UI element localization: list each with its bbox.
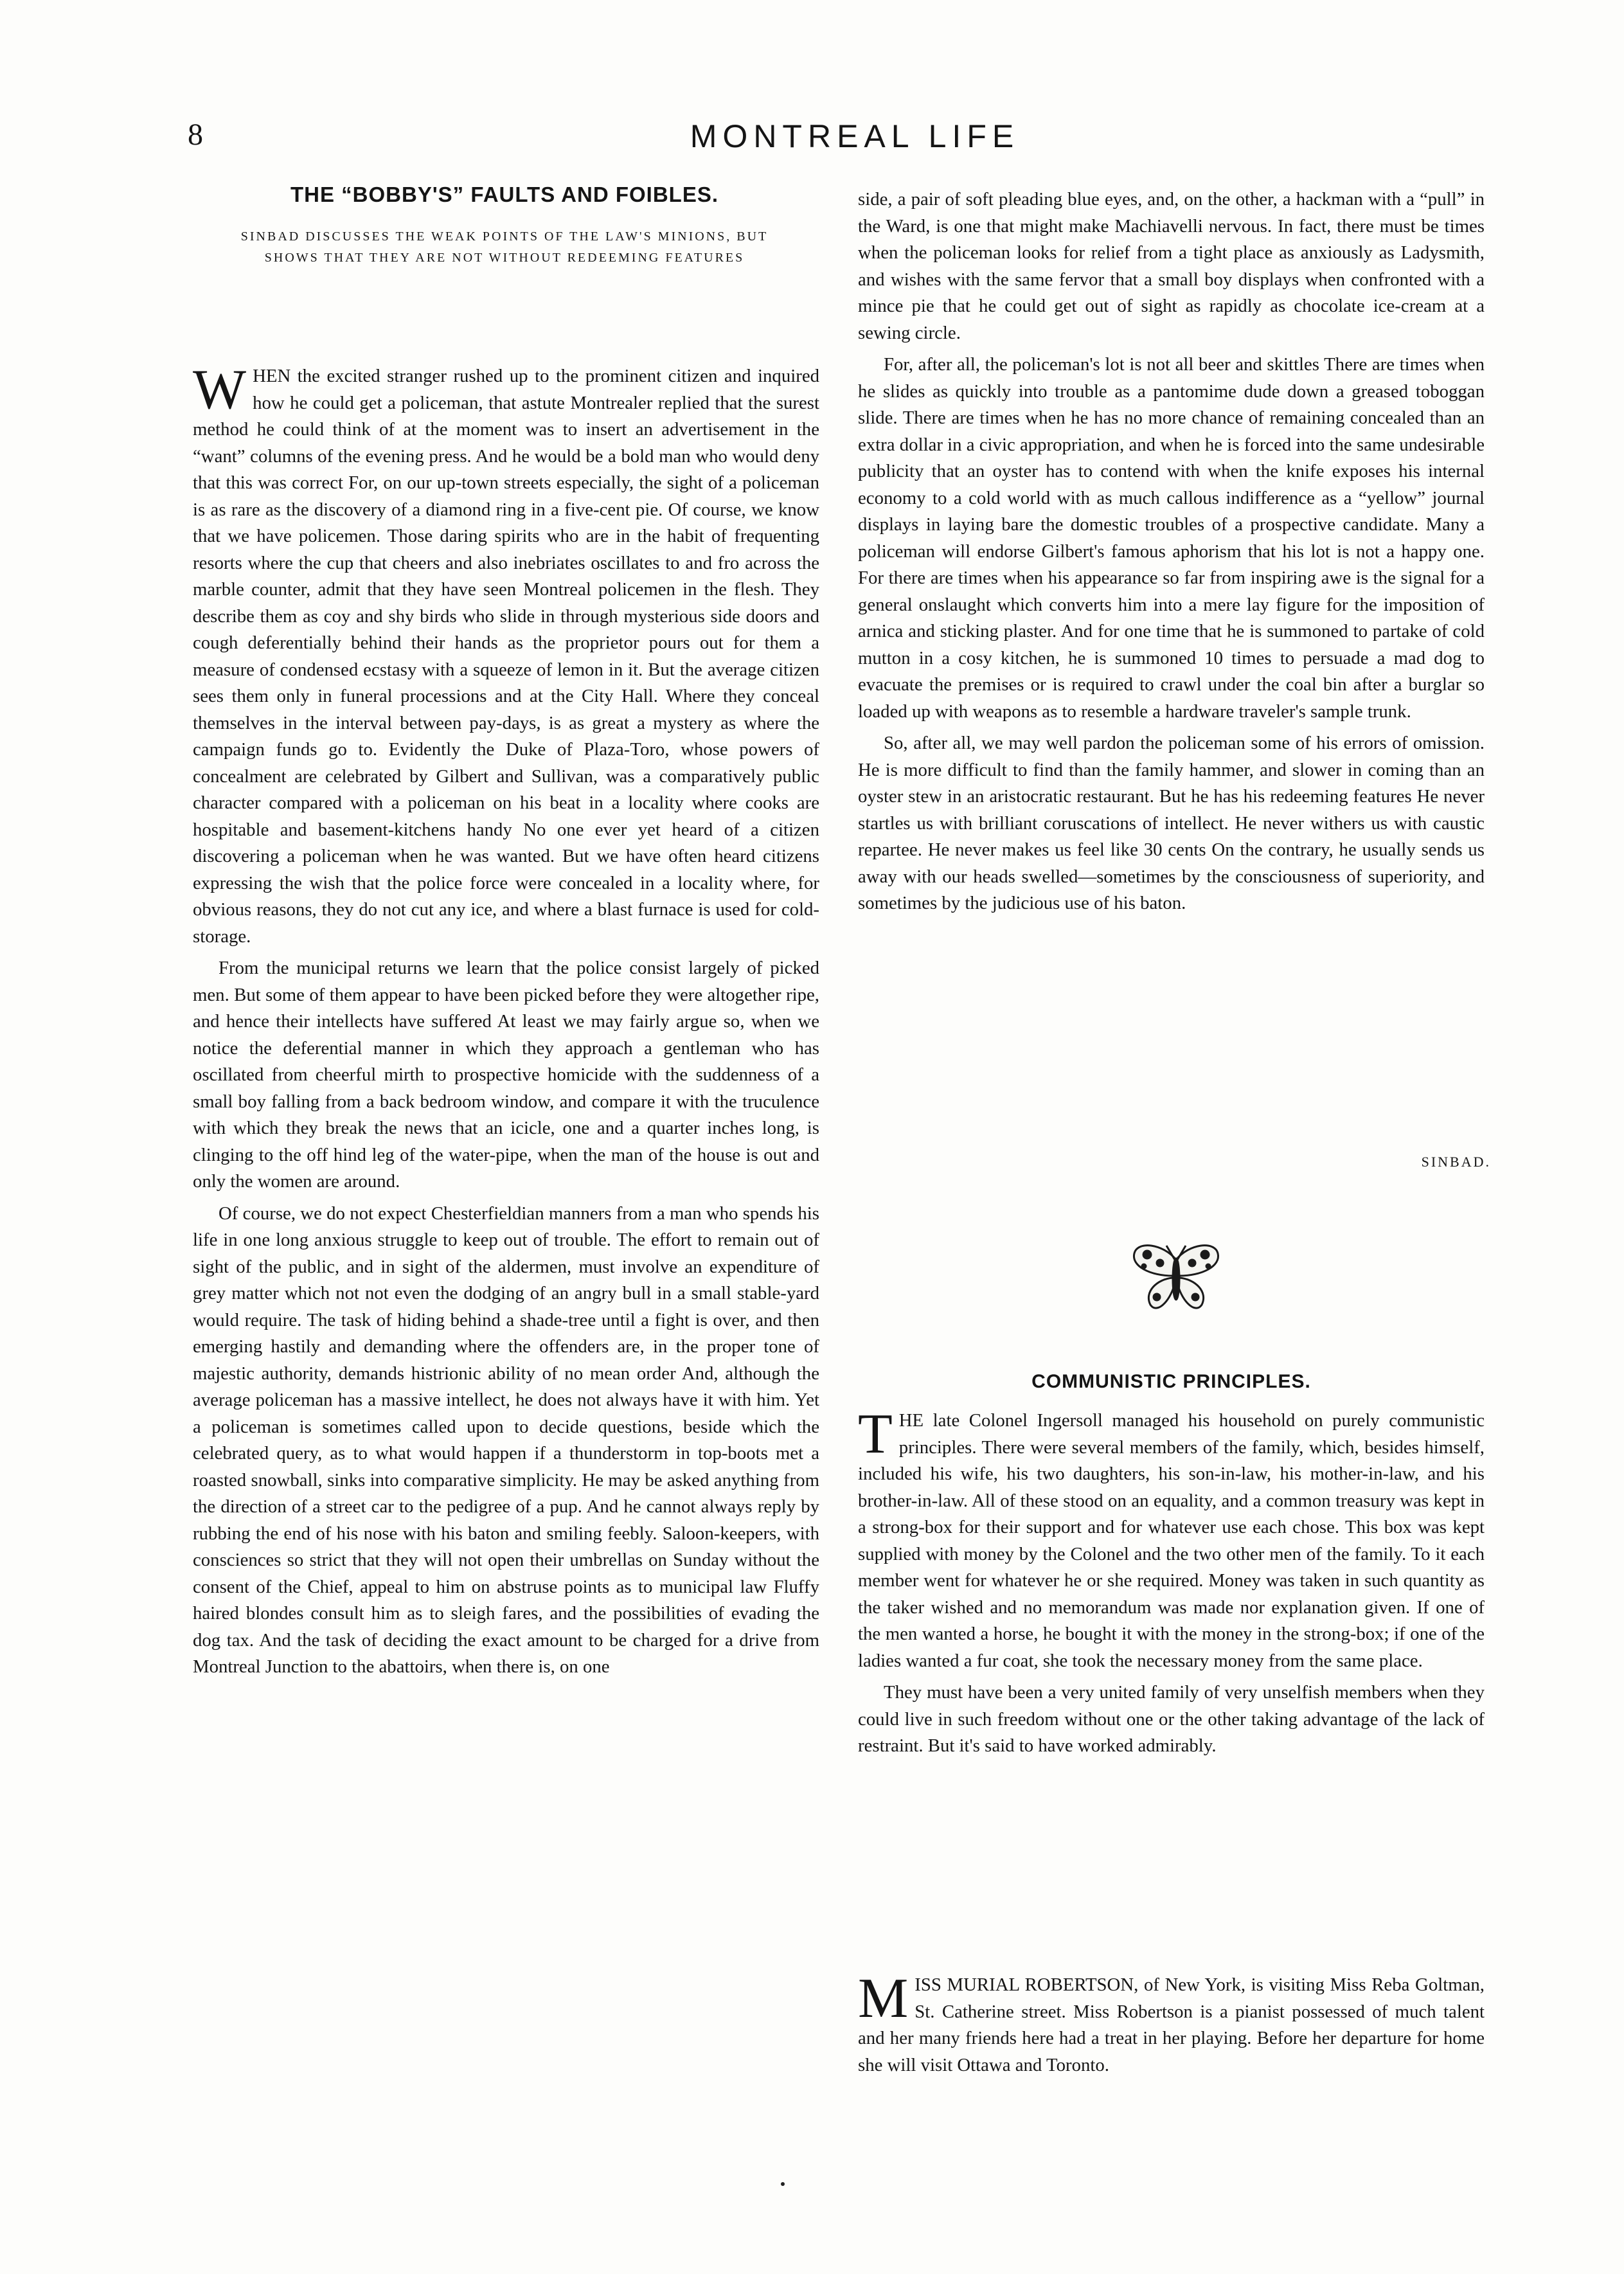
paragraph: MISS MURIAL ROBERTSON, of New York, is visiting Miss Reba Goltman, St. Catherine street. Miss Robertson is a pianist possessed of much talent and her many friends here had a treat in her playing. Before her departure for home she will visit Ottawa and Toronto. xyxy=(858,1972,1485,2075)
paragraph: side, a pair of soft pleading blue eyes, and, on the other, a hackman with a “pull” in the Ward, is one that might make Machiavelli nervous. In fact, there must be times when the policeman looks for relief from a tight place as anxiously as Ladysmith, and wishes with the same fervor that a small boy displays when confronted with a mince pie that he could get out of sight as rapidly as chocolate ice-cream at a sewing circle. xyxy=(858,189,1485,343)
article-body-communistic xyxy=(858,1408,1485,1890)
butterfly-icon xyxy=(1128,1240,1224,1318)
article-continuation-bobbys xyxy=(858,186,1485,1173)
paragraph: For, after all, the policeman's lot is not all beer and skittles There are times when he slides as quickly into trouble as a pantomime dude down a greased toboggan slide. There are times when he has no more chance of remaining concealed than an extra dollar in a civic appropriation, and when he is forced into the same undesirable publicity that an oyster has to contend with when the knife exposes his internal economy to a cold world with as much callous indifference as a “yellow” journal displays in laying bare the domestic troubles of a prospective candidate. Many a policeman will endorse Gilbert's famous aphorism that his lot is not a happy one. For there are times when his appearance so far from inspiring awe is the signal for a general onslaught which converts him into a mere lay figure for the imposition of arnica and sticking plaster. And for one time that he is summoned to partake of cold mutton in a cosy kitchen, he is summoned 10 times to persuade a mad dog to evacuate the premises or is required to crawl under the coal bin after a burglar so loaded up with weapons as to resemble a hardware traveler's sample trunk. xyxy=(858,354,1485,722)
print-speck xyxy=(781,2182,785,2186)
article-title-communistic: COMMUNISTIC PRINCIPLES. xyxy=(1031,1371,1311,1392)
drop-cap: T xyxy=(858,1408,893,1465)
article-deck-bobbys: SINBAD DISCUSSES THE WEAK POINTS OF THE LAW'S MINIONS, BUT SHOWS THAT THEY ARE NOT WITHOUT REDEEMING FEATURES xyxy=(240,229,769,265)
drop-cap: W xyxy=(193,363,247,421)
article-body-bobbys xyxy=(193,363,819,2156)
paragraph: They must have been a very united family of very unselfish members when they could live in such freedom without one or the other taking advantage of the lack of restraint. But it's said to have worked admirably. xyxy=(858,1682,1485,1756)
paragraph: So, after all, we may well pardon the policeman some of his errors of omission. He is more difficult to find than the family hammer, and slower in coming than an oyster stew in an aristocratic restaurant. But he has his redeeming features He never startles us with brilliant coruscations of intellect. He never withers us with caustic repartee. He never makes us feel like 30 cents On the contrary, he usually sends us away with our heads swelled—sometimes by the consciousness of superiority, and sometimes by the judicious use of his baton. xyxy=(858,733,1485,913)
paragraph: From the municipal returns we learn that the police consist largely of picked men. But some of them appear to have been picked before they were altogether ripe, and hence their intellects have suffered At least we may fairly argue so, when we notice the deferential manner in which they approach a gentleman who has oscillated from cheerful mirth to prospective homicide with the suddenness of a small boy falling from a back bedroom window, and compare it with the truculence with which they break the news that an icicle, one and a quarter inches long, is clinging to the off hind leg of the water-pipe, when the man of the house is out and only the women are around. xyxy=(193,958,819,1192)
paragraph: THE late Colonel Ingersoll managed his household on purely communistic principles. There were several members of the family, which, besides himself, included his wife, his two daughters, his son-in-law, his mother-in-law, and his brother-in-law. All of these stood on an equality, and a common treasury was kept in a strong-box for their support and for whatever use each chose. This box was kept supplied with money by the Colonel and the two other men of the family. To it each member went for whatever he or she required. Money was taken in such quantity as the taker wished and no memorandum was made nor explanation given. If one of the men wanted a horse, he bought it with the money in the strong-box; if one of the ladies wanted a fur coat, she took the necessary money from the same place. xyxy=(858,1408,1485,1671)
paragraph: WHEN the excited stranger rushed up to the prominent citizen and inquired how he could get a policeman, that astute Montrealer replied that the surest method he could think of at the moment was to insert an advertisement in the “want” columns of the evening press. And he would be a bold man who would deny that this was correct For, on our up-town streets especially, the sight of a policeman is as rare as the discovery of a diamond ring in a five-cent pie. Of course, we know that we have policemen. Those daring spirits who are in the habit of frequenting resorts where the cup that cheers and also inebriates oscillates to and fro across the marble counter, admit that they have seen Montreal policemen in the flesh. They describe them as coy and shy birds who slide in through mysterious side doors and cough deferentially behind their hands as the proprietor pours out for them a measure of condensed ecstasy with a squeeze of lemon in it. But the average citizen sees them only in funeral processions and at the City Hall. Where they conceal themselves in the interval between pay-days, is as great a mystery as where the campaign funds go to. Evidently the Duke of Plaza-Toro, whose powers of concealment are celebrated by Gilbert and Sullivan, was a comparatively public character compared with a policeman on his beat in a locality where cooks are hospitable and basement-kitchens handy No one ever yet heard of a citizen discovering a policeman when he was wanted. But we have often heard citizens expressing the wish that the police force were concealed in a locality where, for obvious reasons, they do not cut any ice, and where a blast furnace is used for cold-storage. xyxy=(193,363,819,947)
drop-cap: M xyxy=(858,1972,909,2030)
signature: SINBAD. xyxy=(1421,1154,1491,1170)
article-title-bobbys: THE “BOBBY'S” FAULTS AND FOIBLES. xyxy=(290,183,719,206)
article-body-social-note xyxy=(858,1972,1485,2133)
paragraph: Of course, we do not expect Chesterfieldian manners from a man who spends his life in one long anxious struggle to keep out of trouble. The effort to remain out of sight of the public, and in sight of the aldermen, must involve an expenditure of grey matter which not not even the dodging of an angry bull in a small stable-yard would require. The task of hiding behind a shade-tree until a fight is over, and then emerging hastily and demanding where the offenders are, in the proper tone of majestic authority, demands histrionic ability of no mean order And, although the average policeman has a massive intellect, he does not always have it with him. Yet a policeman is sometimes called upon to decide questions, beside which the celebrated query, as to what would happen if a thunderstorm in top-boots met a roasted snowball, sinks into comparative simplicity. He may be asked anything from the direction of a street car to the pedigree of a pup. And he cannot always reply by rubbing the end of his nose with his baton and smiling feebly. Saloon-keepers, with consciences so strict that they will not open their umbrellas on Sunday without the consent of the Chief, appeal to him on abstruse points as to municipal law Fluffy haired blondes consult him as to sleigh fares, and the possibilities of evading the dog tax. And the task of deciding the exact amount to be charged for a drive from Montreal Junction to the abattoirs, when there is, on one xyxy=(193,1203,819,1677)
page-number: 8 xyxy=(188,118,203,152)
publication-title: MONTREAL LIFE xyxy=(690,118,1020,154)
